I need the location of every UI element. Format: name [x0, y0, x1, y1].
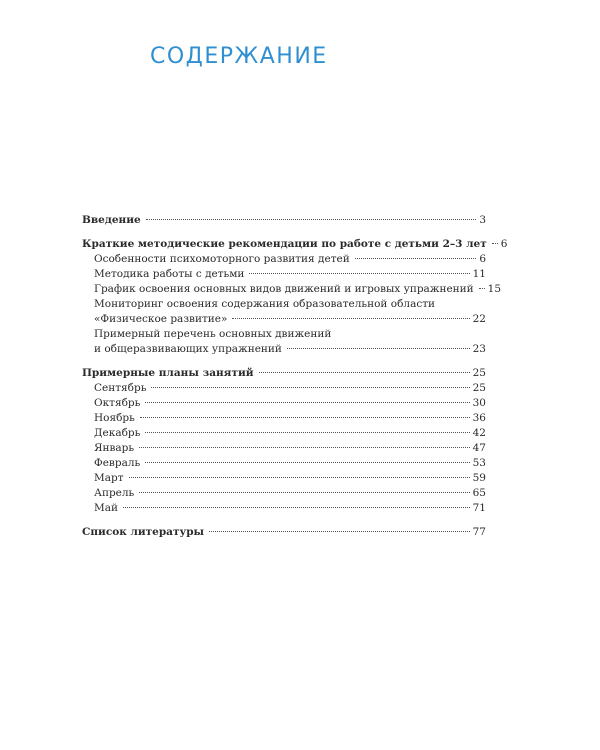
table-of-contents: [82, 213, 508, 549]
leader-dots: [139, 492, 469, 493]
leader-dots: [145, 432, 469, 433]
toc-entry-title: Май: [94, 502, 119, 514]
toc-subentry[interactable]: [82, 456, 486, 471]
toc-entry-title: Примерные планы занятий: [82, 367, 254, 379]
toc-entry-page: 25: [472, 382, 486, 394]
toc-entry-title: Март: [94, 472, 124, 484]
toc-entry-title: Сентябрь: [94, 382, 147, 394]
toc-entry-title-line1: Мониторинг освоения содержания образовательной области: [94, 298, 436, 310]
leader-dots: [232, 318, 469, 319]
toc-subentry[interactable]: [82, 426, 486, 441]
toc-subentry[interactable]: [82, 396, 486, 411]
leader-dots: [123, 507, 470, 508]
toc-entry-page: 6: [500, 238, 508, 250]
toc-entry-page: 59: [472, 472, 486, 484]
toc-entry-title-line1: Примерный перечень основных движений: [94, 328, 332, 340]
toc-entry-page: 36: [472, 412, 486, 424]
toc-entry-page: 65: [472, 487, 486, 499]
leader-dots: [249, 273, 469, 274]
toc-entry[interactable]: [82, 213, 486, 228]
leader-dots: [140, 417, 470, 418]
leader-dots: [146, 219, 477, 220]
toc-entry-title-line2-row: [82, 342, 486, 357]
leader-dots: [287, 348, 470, 349]
toc-entry-page: 77: [472, 526, 486, 538]
toc-entry[interactable]: [82, 525, 486, 540]
toc-entry-title: Февраль: [94, 457, 141, 469]
toc-entry-title: Октябрь: [94, 397, 141, 409]
leader-dots: [355, 258, 477, 259]
leader-dots: [145, 402, 469, 403]
toc-subentry[interactable]: [82, 282, 502, 297]
toc-entry-title: Апрель: [94, 487, 135, 499]
toc-subentry[interactable]: [82, 486, 486, 501]
toc-subentry[interactable]: [82, 441, 486, 456]
toc-entry-title: Особенности психомоторного развития детей: [94, 253, 350, 265]
toc-entry-page: 71: [472, 502, 486, 514]
leader-dots: [129, 477, 470, 478]
toc-entry-page: 15: [487, 283, 502, 295]
toc-subentry[interactable]: [82, 411, 486, 426]
toc-subentry[interactable]: [82, 381, 486, 396]
toc-entry-page: 11: [472, 268, 486, 280]
leader-dots: [209, 531, 470, 532]
leader-dots: [479, 288, 485, 289]
toc-entry-title: Методика работы с детьми: [94, 268, 245, 280]
toc-entry-title: Ноябрь: [94, 412, 135, 424]
toc-entry-page: 47: [472, 442, 486, 454]
toc-entry-page: 22: [472, 313, 486, 325]
toc-entry-page: 42: [472, 427, 486, 439]
toc-entry-title: Введение: [82, 214, 141, 226]
toc-entry-title-line2-row: [82, 312, 486, 327]
toc-entry-page: 3: [479, 214, 486, 226]
toc-subentry-multiline[interactable]: [82, 297, 486, 327]
toc-entry-page: 23: [472, 343, 486, 355]
toc-entry-title: Краткие методические рекомендации по работе с детьми 2–3 лет: [82, 238, 487, 250]
toc-entry[interactable]: [82, 366, 486, 381]
toc-entry-title-line2: «Физическое развитие»: [94, 313, 228, 325]
toc-entry-title: Список литературы: [82, 526, 205, 538]
leader-dots: [259, 372, 470, 373]
toc-section-recommendations: [82, 237, 508, 357]
toc-subentry[interactable]: [82, 252, 486, 267]
toc-subentry[interactable]: [82, 267, 486, 282]
toc-subentry[interactable]: [82, 471, 486, 486]
toc-section-plans: [82, 366, 486, 516]
toc-entry-page: 30: [472, 397, 486, 409]
toc-subentry-multiline[interactable]: [82, 327, 486, 357]
leader-dots: [492, 243, 498, 244]
leader-dots: [151, 387, 469, 388]
leader-dots: [145, 462, 469, 463]
toc-entry-page: 6: [479, 253, 486, 265]
page-title: СОДЕРЖАНИЕ: [150, 44, 328, 69]
toc-entry-title-line2: и общеразвивающих упражнений: [94, 343, 282, 355]
toc-entry-title: Январь: [94, 442, 135, 454]
toc-entry-page: 53: [472, 457, 486, 469]
toc-entry-title: Декабрь: [94, 427, 141, 439]
toc-entry[interactable]: [82, 237, 508, 252]
leader-dots: [139, 447, 470, 448]
toc-entry-title: График освоения основных видов движений и игровых упражнений: [94, 283, 474, 295]
toc-section-literature: [82, 525, 486, 540]
toc-section-intro: [82, 213, 486, 228]
toc-subentry[interactable]: [82, 501, 486, 516]
toc-entry-page: 25: [472, 367, 486, 379]
